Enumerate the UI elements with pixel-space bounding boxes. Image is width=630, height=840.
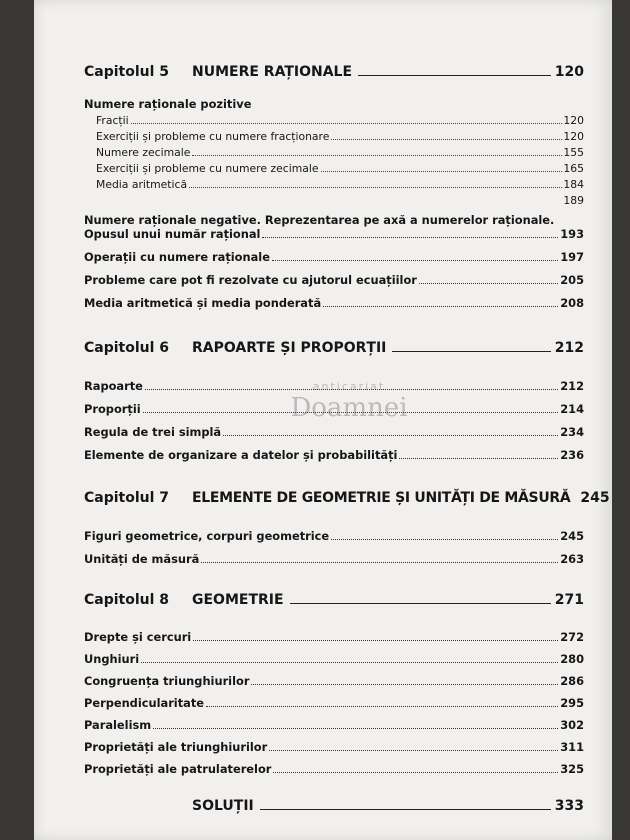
entry-title: Numere raționale pozitive [84,97,252,111]
entry-page: 236 [560,448,584,462]
entry-title: Proporții [84,402,141,416]
toc-entry [84,520,584,543]
entry-title: Elemente de organizare a datelor și probabilități [84,448,398,462]
leader-dots [192,155,562,156]
toc-entry [84,644,584,666]
leader-dots [323,306,558,307]
entry-title: Drepte și cercuri [84,630,192,644]
entry-page: 234 [560,425,584,439]
entry-title: Figuri geometrice, corpuri geometrice [84,529,330,543]
toc-entry [84,94,584,111]
chapter-page: 120 [554,64,584,80]
chapter-title: ELEMENTE DE GEOMETRIE ȘI UNITĂȚI DE MĂSURĂ [192,490,571,506]
chapter-page: 212 [554,340,584,356]
leader-dots [272,260,558,261]
chapter-label: Capitolul 8 [84,592,170,608]
entry-page: 197 [560,250,584,264]
leader-dots [419,283,558,284]
toc-subentry [84,175,584,191]
chapter-page: 245 [580,490,610,506]
entry-page: 208 [560,296,584,310]
chapter-heading [84,58,584,80]
chapter-title: RAPOARTE ȘI PROPORȚII [192,340,387,356]
entry-title: Operații cu numere raționale [84,250,270,264]
entry-page: 272 [560,630,584,644]
entry-page: 311 [560,740,584,754]
chapter-label: Capitolul 6 [84,340,170,356]
entry-page: 193 [560,227,584,241]
leader-line [290,603,551,604]
leader-dots [251,684,558,685]
chapter-heading [84,484,610,506]
entry-page: 205 [560,273,584,287]
toc-entry [84,543,584,566]
toc-subentry [84,191,584,207]
toc-entry [84,622,584,644]
watermark-line1: anticariat [312,380,386,393]
subentry-title: Fracții [96,114,129,127]
toc-entry [84,732,584,754]
subentry-title: Media aritmetică [96,178,188,191]
entry-title-line1: Numere raționale negative. Reprezentarea pe axă a numerelor raționale. [84,213,555,227]
chapter-page: 271 [554,592,584,608]
entry-title: Unghiuri [84,652,140,666]
entry-title: Probleme care pot fi rezolvate cu ajutorul ecuațiilor [84,273,417,287]
leader-dots [269,750,558,751]
solutions-heading [84,792,584,814]
entry-title: Proprietăți ale patrulaterelor [84,762,272,776]
subentry-page: 165 [563,162,584,175]
subentry-title: Exerciții și probleme cu numere zecimale [96,162,319,175]
solutions-page: 333 [554,798,584,814]
leader-dots [206,706,558,707]
entry-page: 214 [560,402,584,416]
solutions-title: SOLUȚII [192,798,254,814]
leader-dots [131,123,563,124]
toc-subentry [84,159,584,175]
chapter-heading [84,586,584,608]
toc-entry [84,710,584,732]
leader-dots [331,539,558,540]
leader-dots [189,187,562,188]
leader-dots [321,171,563,172]
chapter-label: Capitolul 5 [84,64,170,80]
leader-dots [193,640,558,641]
leader-dots [153,728,558,729]
leader-line [260,809,551,810]
toc-subentry [84,127,584,143]
leader-dots [223,435,558,436]
entry-title: Congruența triunghiurilor [84,674,250,688]
subentry-page: 120 [563,114,584,127]
toc-entry [84,393,584,416]
subentry-page: 189 [563,194,584,207]
toc-entry [84,666,584,688]
book-page [34,0,612,840]
watermark-line2: Doamnei [290,393,408,423]
leader-dots [399,458,558,459]
leader-dots [143,412,559,413]
entry-page: 245 [560,529,584,543]
entry-title: Proprietăți ale triunghiurilor [84,740,268,754]
toc-entry [84,416,584,439]
toc-entry [84,370,584,393]
leader-line [392,351,550,352]
toc-entry [84,754,584,776]
toc-entry [84,213,584,241]
subentry-title: Numere zecimale [96,146,191,159]
entry-title: Media aritmetică și media ponderată [84,296,322,310]
entry-title: Unități de măsură [84,552,200,566]
leader-dots [145,389,558,390]
entry-page: 302 [560,718,584,732]
chapter-title: NUMERE RAȚIONALE [192,64,353,80]
leader-dots [201,562,558,563]
entry-title: Rapoarte [84,379,143,393]
subentry-page: 120 [563,130,584,143]
toc-entry [84,264,584,287]
entry-title: Opusul unui număr rațional [84,227,261,241]
entry-title: Regula de trei simplă [84,425,222,439]
toc-entry [84,287,584,310]
entry-page: 212 [560,379,584,393]
toc-entry [84,439,584,462]
subentry-page: 155 [563,146,584,159]
entry-page: 280 [560,652,584,666]
toc-subentry [84,111,584,127]
chapter-title: GEOMETRIE [192,592,284,608]
leader-dots [273,772,558,773]
leader-dots [141,662,558,663]
leader-dots [331,139,562,140]
subentry-title: Exerciții și probleme cu numere fracționare [96,130,330,143]
chapter-label: Capitolul 7 [84,490,170,506]
leader-dots [262,237,558,238]
entry-title: Perpendicularitate [84,696,205,710]
chapter-heading [84,334,584,356]
table-of-contents [84,58,610,828]
toc-entry [84,241,584,264]
entry-page: 295 [560,696,584,710]
entry-title: Paralelism [84,718,152,732]
entry-page: 325 [560,762,584,776]
entry-page: 286 [560,674,584,688]
entry-page: 263 [560,552,584,566]
leader-line [358,75,551,76]
subentry-page: 184 [563,178,584,191]
toc-subentry [84,143,584,159]
toc-entry [84,688,584,710]
